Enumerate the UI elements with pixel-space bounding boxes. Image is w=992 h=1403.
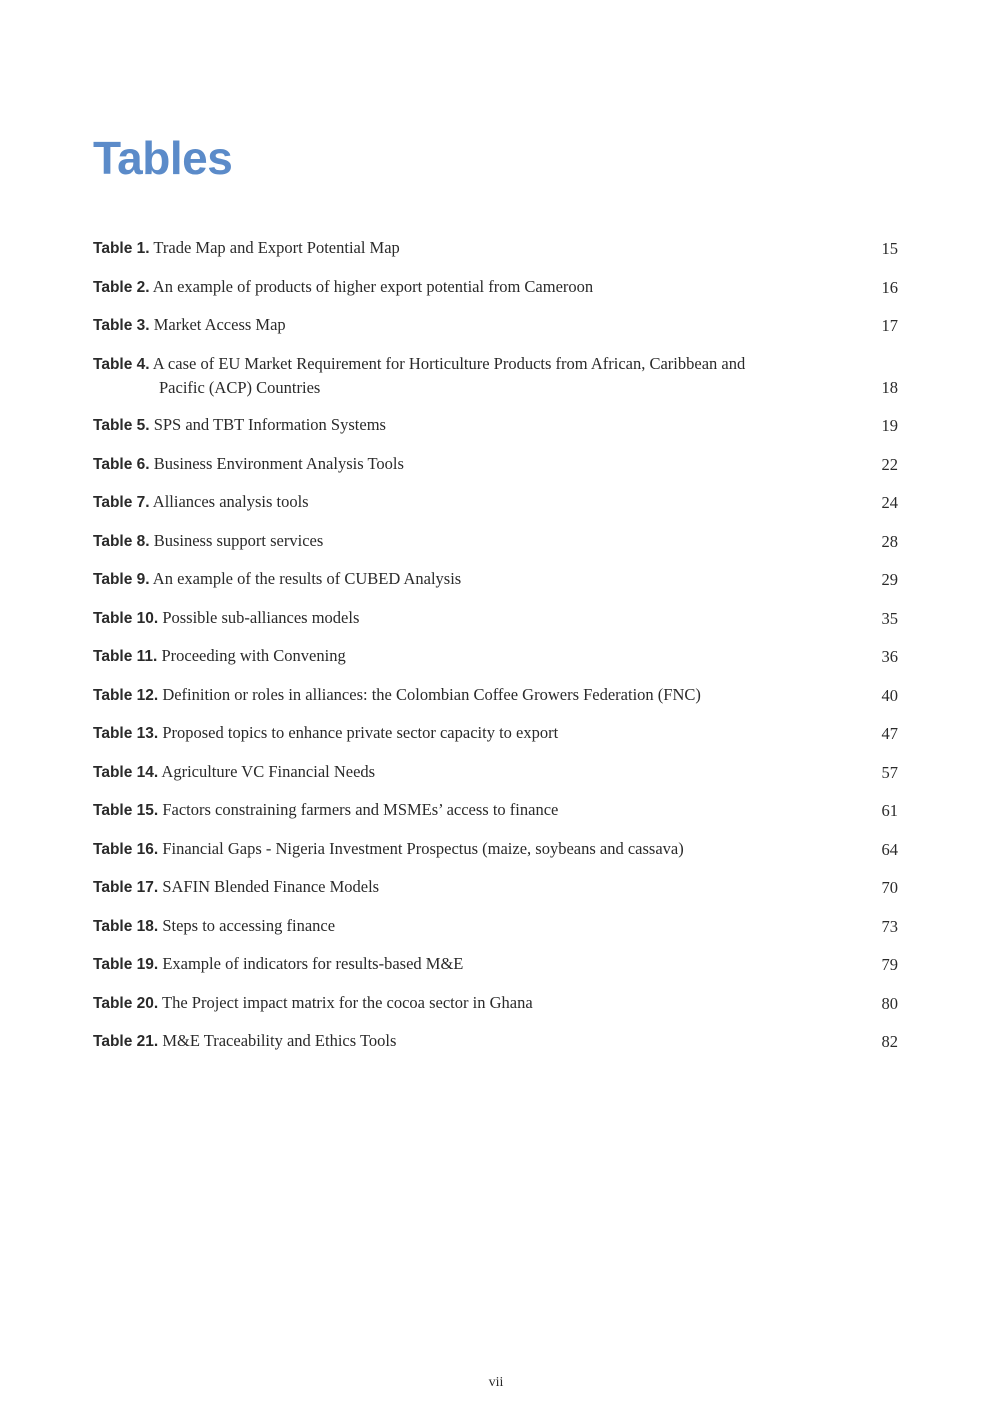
toc-entry-text [93,952,868,976]
toc-entry[interactable] [93,275,898,299]
toc-entry-label: Table 20. [93,994,159,1012]
toc-entry-label: Table 7. [93,494,150,511]
toc-entry-title: Alliances analysis tools [152,492,309,511]
toc-entry[interactable] [93,837,898,861]
toc-entry-page: 16 [881,277,898,297]
toc-entry-title: Market Access Map [153,315,286,334]
toc-entry-page: 80 [881,993,898,1013]
toc-entry-label: Table 19. [93,956,159,973]
toc-entry[interactable] [93,683,898,707]
toc-entry-label: Table 6. [93,455,150,473]
page-title: Tables [93,132,233,184]
toc-entry-page: 18 [881,377,898,397]
toc-entry-title: SPS and TBT Information Systems [153,415,386,434]
toc-entry[interactable] [93,452,898,476]
toc-entry-text [93,837,868,861]
toc-entry-page: 73 [881,916,898,936]
toc-entry-title: Agriculture VC Financial Needs [161,761,376,781]
page-number-footer: vii [488,1375,504,1390]
toc-entry-text [93,606,868,630]
toc-entry-label: Table 14. [93,763,159,781]
toc-entry-page: 15 [881,239,898,258]
toc-entry-page: 28 [881,531,898,551]
toc-entry-page: 24 [881,493,898,512]
toc-entry-page: 79 [881,955,898,974]
toc-entry-text [93,721,868,745]
toc-entry-text [93,413,868,437]
toc-entry[interactable] [93,352,898,399]
toc-entry-text [93,798,868,822]
toc-entry-label: Table 8. [93,532,150,550]
toc-entry-title: Business Environment Analysis Tools [153,453,404,473]
toc-entry-label: Table 2. [93,278,150,296]
toc-entry[interactable] [93,914,898,938]
toc-entry-page: 35 [881,608,898,628]
toc-entry-title: Definition or roles in alliances: the Colombian Coffee Growers Federation (FNC) [162,684,701,704]
toc-entry-page: 22 [881,454,898,474]
toc-entry[interactable] [93,760,898,784]
toc-entry[interactable] [93,236,898,260]
toc-entry-label: Table 10. [93,609,159,627]
toc-entry[interactable] [93,567,898,591]
toc-entry-label: Table 13. [93,725,159,742]
toc-entry-label: Table 11. [93,648,158,665]
toc-entry-title: M&E Traceability and Ethics Tools [162,1031,397,1050]
toc-entry-title: Possible sub-alliances models [162,607,360,627]
toc-entry-title: The Project impact matrix for the cocoa sector in Ghana [162,992,533,1012]
toc-entry-text [93,1029,868,1053]
toc-entry-label: Table 18. [93,917,159,935]
toc-entry-label: Table 16. [93,840,159,858]
toc-entry-page: 70 [881,878,898,897]
list-of-tables [93,236,898,1068]
toc-entry-text [93,914,868,938]
toc-entry[interactable] [93,413,898,437]
toc-entry-text [93,567,868,591]
toc-entry[interactable] [93,529,898,553]
toc-entry[interactable] [93,644,898,668]
toc-entry-text [93,452,868,476]
toc-entry[interactable] [93,1029,898,1053]
toc-entry-text [93,313,868,337]
toc-entry[interactable] [93,798,898,822]
toc-entry-title: Proposed topics to enhance private sector capacity to export [162,723,559,742]
toc-entry-text [93,275,868,299]
toc-entry-title: A case of EU Market Requirement for Horticulture Products from African, Caribbean and Pacific (ACP) Countries [152,353,746,397]
toc-entry[interactable] [93,606,898,630]
toc-entry[interactable] [93,721,898,745]
toc-entry-page: 47 [881,724,898,743]
toc-entry-page: 36 [881,647,898,666]
toc-entry-page: 40 [881,685,898,705]
toc-entry-page: 61 [881,801,898,820]
toc-entry-text [93,644,868,668]
toc-entry-label: Table 21. [93,1033,159,1050]
toc-entry-text [93,236,868,260]
toc-entry-label: Table 17. [93,879,159,896]
toc-entry-title: Business support services [153,530,324,550]
toc-entry-title: Example of indicators for results-based M&E [162,954,464,973]
toc-entry-title: Financial Gaps - Nigeria Investment Prospectus (maize, soybeans and cassava) [162,838,684,858]
toc-entry-page: 57 [881,762,898,782]
toc-entry-label: Table 5. [93,417,150,434]
toc-entry-text [93,991,868,1015]
toc-entry-text [93,760,868,784]
toc-entry-text [93,529,868,553]
toc-entry-label: Table 9. [93,571,150,588]
toc-entry-title: Factors constraining farmers and MSMEs’ access to finance [162,800,559,819]
toc-entry-page: 82 [881,1032,898,1051]
toc-entry-page: 64 [881,839,898,859]
toc-entry-title: SAFIN Blended Finance Models [162,877,380,896]
toc-entry-label: Table 12. [93,686,159,704]
toc-entry-title: An example of products of higher export potential from Cameroon [152,276,594,296]
toc-entry-title: Steps to accessing finance [162,915,336,935]
toc-entry-text [93,490,868,514]
toc-entry[interactable] [93,313,898,337]
toc-entry-title: Trade Map and Export Potential Map [153,238,400,257]
toc-entry-title: Proceeding with Convening [161,646,346,665]
toc-entry-page: 17 [881,316,898,335]
toc-entry[interactable] [93,490,898,514]
toc-entry-text [93,875,868,899]
toc-entry-label: Table 3. [93,317,150,334]
toc-entry[interactable] [93,991,898,1015]
toc-entry-title: An example of the results of CUBED Analysis [152,569,462,588]
toc-entry-text [93,683,868,707]
toc-entry[interactable] [93,875,898,899]
toc-entry[interactable] [93,952,898,976]
toc-entry-label: Table 1. [93,240,150,257]
toc-entry-page: 19 [881,416,898,435]
toc-entry-page: 29 [881,570,898,589]
toc-entry-label: Table 15. [93,802,159,819]
toc-entry-label: Table 4. [93,355,150,373]
toc-entry-text [93,352,868,399]
